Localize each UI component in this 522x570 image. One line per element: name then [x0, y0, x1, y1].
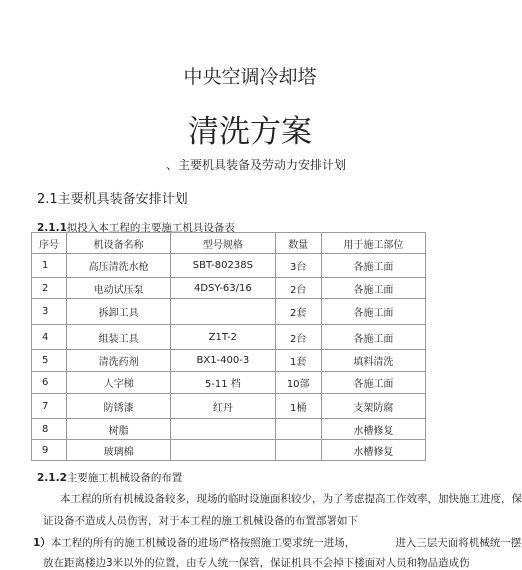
row-number-cell: 6 — [32, 372, 67, 394]
row-number-cell: 7 — [32, 394, 67, 419]
location-cell: 各施工面 — [321, 325, 425, 350]
section-heading-2-1: 2.1主要机具装备安排计划 — [37, 192, 188, 207]
row-number-cell: 2 — [32, 278, 67, 299]
model-cell: 红丹 — [171, 394, 275, 419]
document-title: 中央空调冷却塔 — [183, 66, 317, 88]
list-number: 1） — [33, 537, 51, 549]
section-heading-2-1-2 — [37, 470, 182, 485]
table-row — [32, 394, 426, 419]
table-row — [32, 419, 426, 440]
location-cell: 各施工面 — [321, 254, 425, 278]
location-cell: 各施工面 — [321, 372, 425, 394]
row-number-cell: 4 — [32, 325, 67, 350]
table-row — [32, 350, 426, 372]
section-number: 2.1.1 — [37, 222, 67, 234]
model-cell: 5-11 档 — [171, 372, 275, 394]
table-header-row — [32, 233, 426, 254]
quantity-cell: 2台 — [275, 325, 321, 350]
list-text-tail: 进入三层天面将机械统一摆 — [395, 537, 522, 549]
equipment-name-cell: 高压清洗水枪 — [67, 254, 171, 278]
model-cell — [171, 299, 275, 325]
list-item-1 — [33, 535, 521, 550]
equipment-name-cell: 拆卸工具 — [67, 299, 171, 325]
table-row — [32, 325, 426, 350]
quantity-cell — [275, 419, 321, 440]
row-number-cell: 9 — [32, 440, 67, 461]
table-row — [32, 440, 426, 461]
location-cell: 水槽修复 — [321, 419, 425, 440]
equipment-name-cell: 清洗药剂 — [67, 350, 171, 372]
model-cell: BX1-400-3 — [171, 350, 275, 372]
row-number-cell: 3 — [32, 299, 67, 325]
quantity-cell: 10部 — [275, 372, 321, 394]
model-cell: 4DSY-63/16 — [171, 278, 275, 299]
location-cell: 水槽修复 — [321, 440, 425, 461]
location-cell: 支架防腐 — [321, 394, 425, 419]
quantity-cell — [275, 440, 321, 461]
section-text: 拟投入本工程的主要施工机具设备表 — [66, 222, 235, 234]
equipment-name-cell: 树脂 — [67, 419, 171, 440]
model-cell — [171, 419, 275, 440]
model-cell: SBT-80238S — [171, 254, 275, 278]
header-cell: 数量 — [275, 233, 321, 254]
row-number-cell: 8 — [32, 419, 67, 440]
table-row — [32, 254, 426, 278]
header-cell: 机设备名称 — [67, 233, 171, 254]
row-number-cell: 5 — [32, 350, 67, 372]
document-main-title: 清洗方案 — [188, 114, 312, 150]
model-cell — [171, 440, 275, 461]
equipment-name-cell: 防锈漆 — [67, 394, 171, 419]
equipment-name-cell: 电动试压泵 — [67, 278, 171, 299]
paragraph-line: 本工程的所有机械设备较多，现场的临时设施面积较少，为了考虑提高工作效率，加快施工进度，保 — [60, 493, 522, 505]
equipment-name-cell: 玻璃棉 — [67, 440, 171, 461]
list-text: 本工程的所有的施工机械设备的进场严格按照施工要求统一进场， — [50, 537, 356, 549]
row-number-cell: 1 — [32, 254, 67, 278]
header-cell: 用于施工部位 — [321, 233, 425, 254]
quantity-cell: 1桶 — [275, 394, 321, 419]
header-cell: 型号规格 — [171, 233, 275, 254]
location-cell: 填料清洗 — [321, 350, 425, 372]
table-row — [32, 372, 426, 394]
table-row — [32, 299, 426, 325]
equipment-name-cell: 人字梯 — [67, 372, 171, 394]
list-item-1-continued: 放在距离楼边3米以外的位置，由专人统一保管，保证机具不会掉下楼面对人员和物品造成伤 — [43, 557, 470, 569]
quantity-cell: 3台 — [275, 254, 321, 278]
section-number: 2.1.2 — [37, 472, 67, 484]
equipment-table — [31, 232, 426, 461]
location-cell: 各施工面 — [321, 278, 425, 299]
model-cell: Z1T-2 — [171, 325, 275, 350]
quantity-cell: 2套 — [275, 299, 321, 325]
quantity-cell: 2台 — [275, 278, 321, 299]
quantity-cell: 1套 — [275, 350, 321, 372]
header-cell: 序号 — [32, 233, 67, 254]
section-text: 主要施工机械设备的布置 — [66, 472, 183, 484]
equipment-name-cell: 组装工具 — [67, 325, 171, 350]
table-row — [32, 278, 426, 299]
document-subtitle: 、主要机具装备及劳动力安排计划 — [166, 158, 347, 172]
location-cell: 各施工面 — [321, 299, 425, 325]
paragraph-line: 证设备不造成人员伤害，对于本工程的施工机械设备的布置部署如下 — [43, 515, 358, 527]
